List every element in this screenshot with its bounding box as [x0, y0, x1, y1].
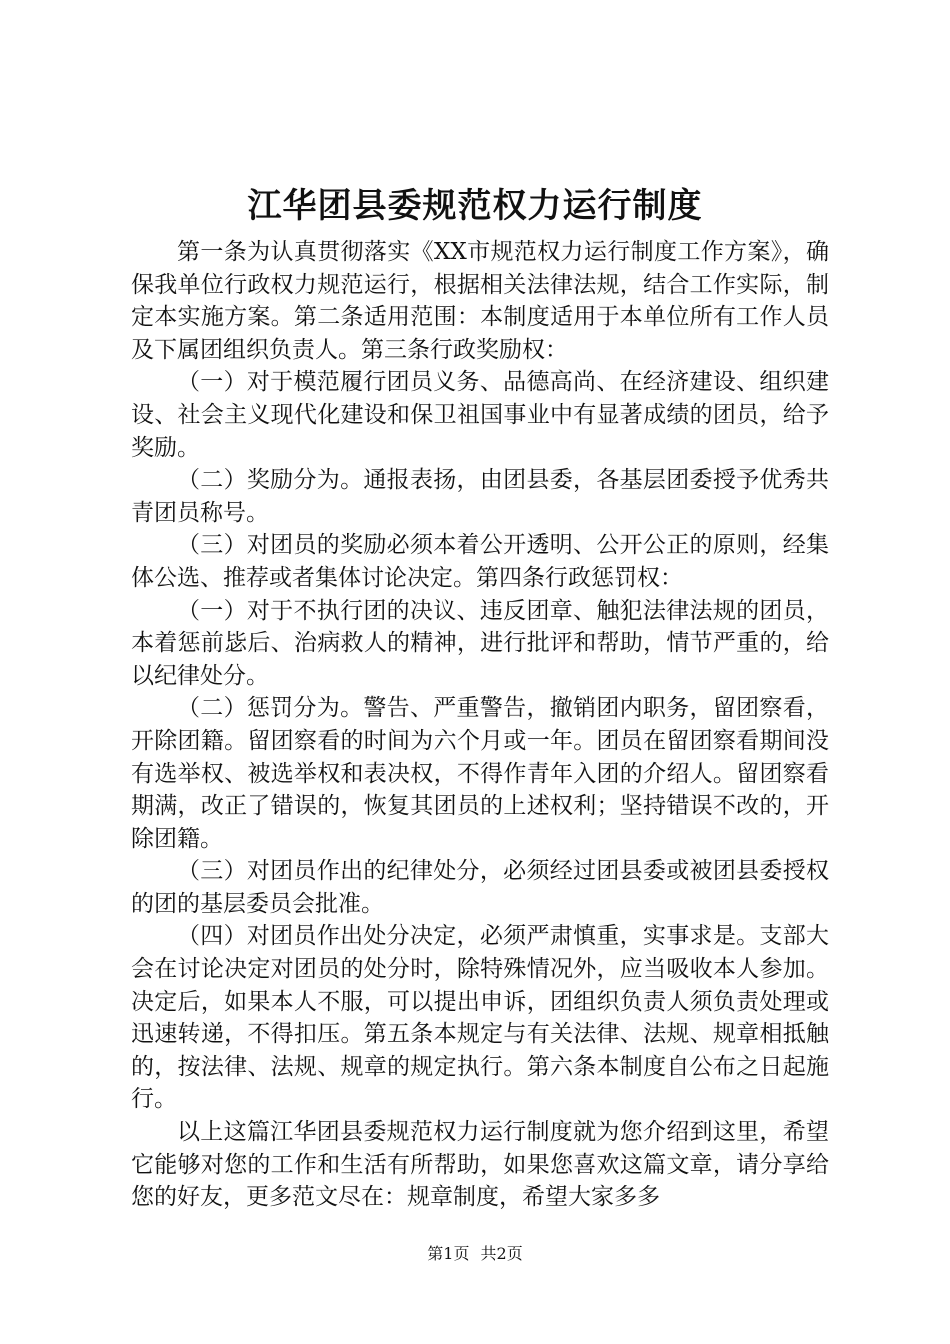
paragraph: （三）对团员的奖励必须本着公开透明、公开公正的原则，经集体公选、推荐或者集体讨论决定。第四条行政惩罚权：	[131, 532, 829, 591]
paragraph: （一）对于不执行团的决议、违反团章、触犯法律法规的团员，本着惩前毖后、治病救人的精神，进行批评和帮助，情节严重的，给以纪律处分。	[131, 597, 829, 689]
document-body	[131, 236, 829, 1214]
page-footer	[0, 1243, 950, 1265]
page-total: 共2页	[480, 1244, 523, 1263]
paragraph: （三）对团员作出的纪律处分，必须经过团县委或被团县委授权的团的基层委员会批准。	[131, 858, 829, 917]
document-title: 江华团县委规范权力运行制度	[247, 186, 703, 226]
paragraph: 以上这篇江华团县委规范权力运行制度就为您介绍到这里，希望它能够对您的工作和生活有所帮助，如果您喜欢这篇文章，请分享给您的好友，更多范文尽在：规章制度，希望大家多多	[131, 1119, 829, 1211]
paragraph: （一）对于模范履行团员义务、品德高尚、在经济建设、组织建设、社会主义现代化建设和保卫祖国事业中有显著成绩的团员，给予奖励。	[131, 369, 829, 461]
paragraph: （四）对团员作出处分决定，必须严肃慎重，实事求是。支部大会在讨论决定对团员的处分时，除特殊情况外，应当吸收本人参加。决定后，如果本人不服，可以提出申诉，团组织负责人须负责处理或迅速转递，不得扣压。第五条本规定与有关法律、法规、规章相抵触的，按法律、法规、规章的规定执行。第六条本制度自公布之日起施行。	[131, 923, 829, 1113]
paragraph: （二）奖励分为。通报表扬，由团县委，各基层团委授予优秀共青团员称号。	[131, 467, 829, 526]
paragraph: （二）惩罚分为。警告、严重警告，撤销团内职务，留团察看，开除团籍。留团察看的时间为六个月或一年。团员在留团察看期间没有选举权、被选举权和表决权，不得作青年入团的介绍人。留团察看期满，改正了错误的，恢复其团员的上述权利；坚持错误不改的，开除团籍。	[131, 695, 829, 852]
page-number: 第1页	[427, 1244, 470, 1263]
paragraph: 第一条为认真贯彻落实《XX市规范权力运行制度工作方案》，确保我单位行政权力规范运行，根据相关法律法规，结合工作实际，制定本实施方案。第二条适用范围：本制度适用于本单位所有工作人员及下属团组织负责人。第三条行政奖励权：	[131, 239, 829, 363]
